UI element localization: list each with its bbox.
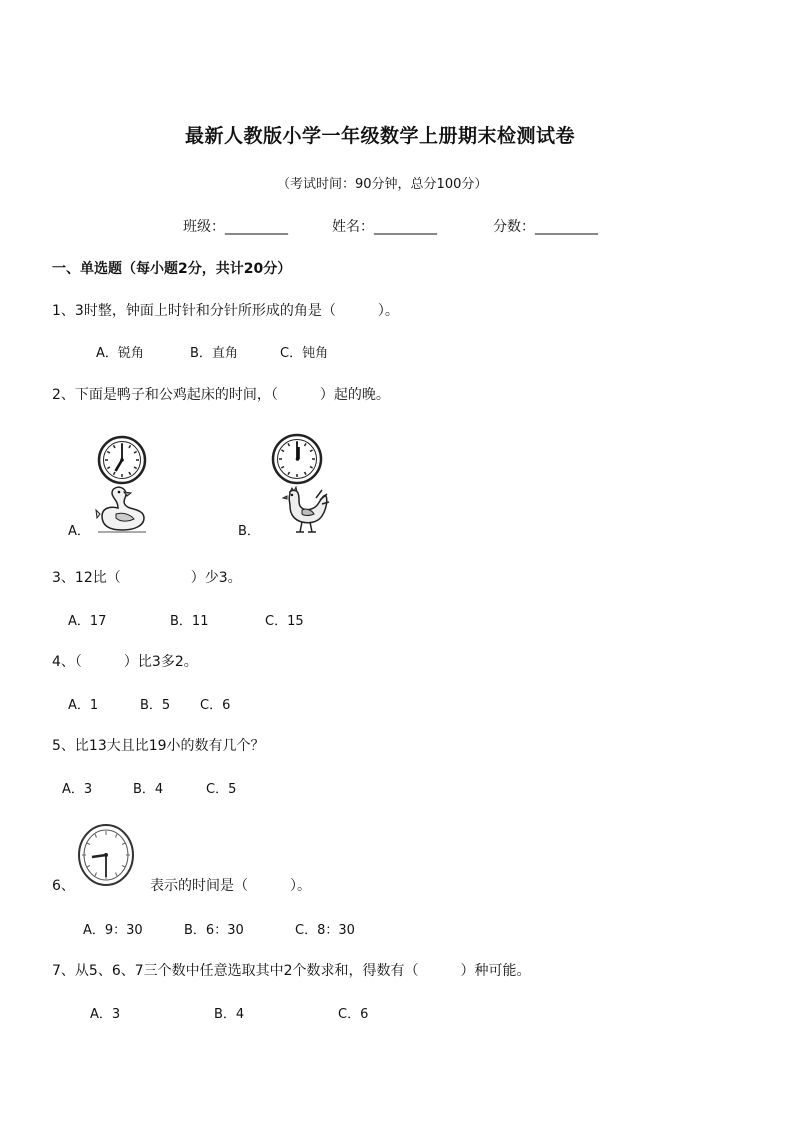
q4-option-b: B．5 <box>140 698 171 713</box>
q1-option-c: C．钝角 <box>280 346 329 361</box>
q6-option-b: B．6：30 <box>184 923 244 938</box>
clock-icon <box>77 823 135 887</box>
q2-option-b: B． <box>238 524 260 539</box>
q7-option-a: A．3 <box>90 1007 121 1022</box>
rooster-icon <box>280 486 330 534</box>
q1-option-b: B．直角 <box>190 346 238 361</box>
question-3: 3、12比（ ）少3。 <box>52 570 242 586</box>
q5-option-b: B．4 <box>133 782 164 797</box>
q1-option-a: A．锐角 <box>96 346 144 361</box>
question-7: 7、从5、6、7三个数中任意选取其中2个数求和，得数有（ ）种可能。 <box>52 963 531 979</box>
q5-option-a: A．3 <box>62 782 93 797</box>
clock-icon <box>96 435 148 485</box>
question-1: 1、3时整，钟面上时针和分针所形成的角是（ ）。 <box>52 303 399 319</box>
q2-option-a: A． <box>68 524 90 539</box>
q4-option-c: C．6 <box>200 698 231 713</box>
question-6: 表示的时间是（ ）。 <box>150 878 311 894</box>
q6-option-a: A．9：30 <box>83 923 143 938</box>
exam-subtitle: （考试时间：90分钟，总分100分） <box>277 177 488 192</box>
question-6-prefix: 6、 <box>52 878 75 894</box>
question-4: 4、（ ）比3多2。 <box>52 654 198 670</box>
duck-icon <box>94 486 148 534</box>
page-title: 最新人教版小学一年级数学上册期末检测试卷 <box>185 125 576 147</box>
class-field: 班级：_________ <box>183 219 288 235</box>
score-field: 分数：_________ <box>493 219 598 235</box>
name-field: 姓名：_________ <box>332 219 437 235</box>
q7-option-c: C．6 <box>338 1007 369 1022</box>
q7-option-b: B．4 <box>214 1007 245 1022</box>
q3-option-b: B．11 <box>170 614 209 629</box>
clock-icon <box>270 433 324 485</box>
q4-option-a: A．1 <box>68 698 99 713</box>
question-2: 2、下面是鸭子和公鸡起床的时间，（ ）起的晚。 <box>52 387 390 403</box>
q5-option-c: C．5 <box>206 782 237 797</box>
question-5: 5、比13大且比19小的数有几个？ <box>52 738 265 754</box>
q3-option-c: C．15 <box>265 614 304 629</box>
section-heading: 一、单选题（每小题2分，共计20分） <box>52 261 292 277</box>
q6-option-c: C．8：30 <box>295 923 355 938</box>
q3-option-a: A．17 <box>68 614 107 629</box>
